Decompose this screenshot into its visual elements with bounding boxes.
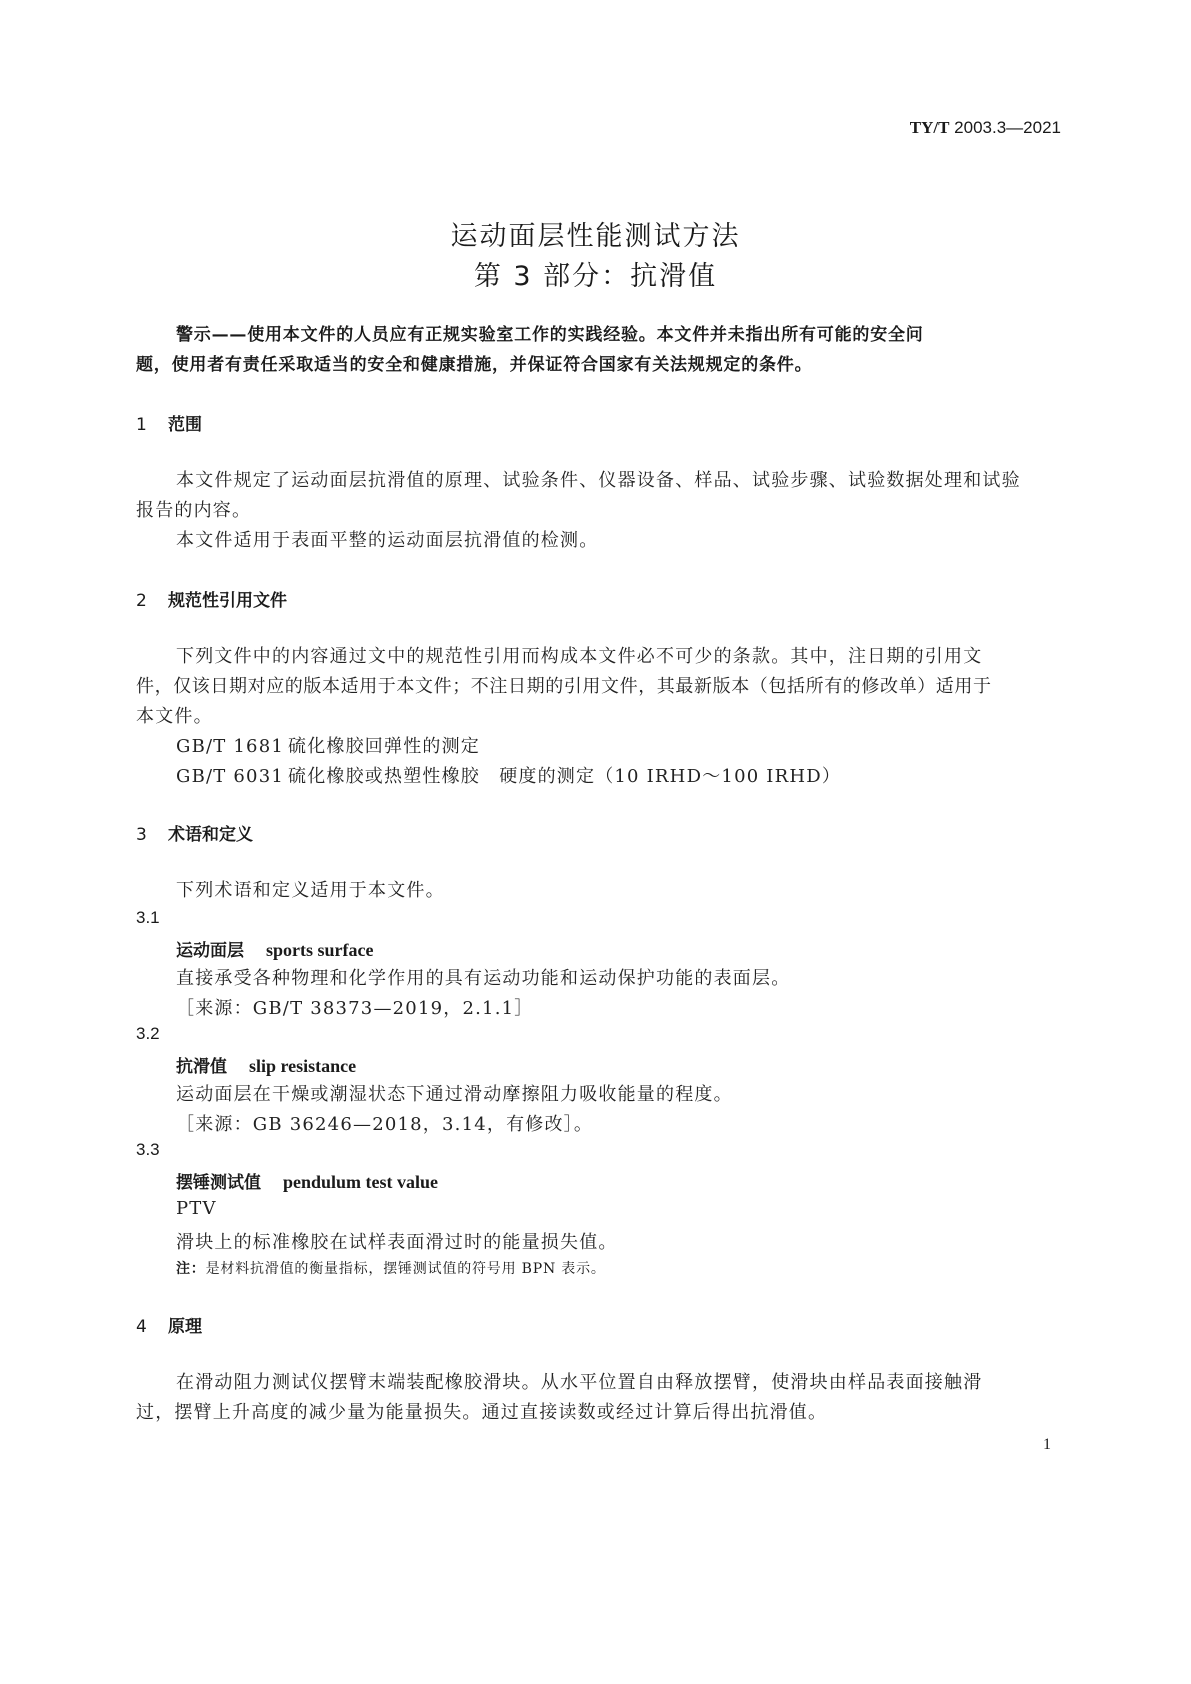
section-3-intro: 下列术语和定义适用于本文件。 <box>176 880 445 901</box>
term-en: slip resistance <box>249 1056 357 1076</box>
term-note <box>176 1258 606 1278</box>
term-source: ［来源：GB 36246—2018，3.14，有修改］。 <box>176 1114 594 1135</box>
section-4-paragraph-line-2: 过，摆臂上升高度的减少量为能量损失。通过直接读数或经过计算后得出抗滑值。 <box>136 1402 828 1423</box>
term-number: 3.1 <box>136 908 160 927</box>
section-3-title: 术语和定义 <box>168 825 253 845</box>
term-zh: 运动面层 <box>176 941 244 961</box>
section-1-title: 范围 <box>168 415 202 435</box>
section-2-paragraph-line-2: 件，仅该日期对应的版本适用于本文件；不注日期的引用文件，其最新版本（包括所有的修改单）适用于 <box>136 676 992 697</box>
section-1-paragraph-1-line-1: 本文件规定了运动面层抗滑值的原理、试验条件、仪器设备、样品、试验步骤、试验数据处理和试验 <box>176 470 1021 491</box>
reference-item <box>176 732 480 758</box>
term-definition: 直接承受各种物理和化学作用的具有运动功能和运动保护功能的表面层。 <box>176 968 791 989</box>
section-4-number: 4 <box>136 1317 147 1337</box>
section-4-title: 原理 <box>168 1317 202 1337</box>
section-1-paragraph-1-line-2: 报告的内容。 <box>136 500 252 521</box>
reference-title: 硫化橡胶回弹性的测定 <box>288 736 480 757</box>
term-heading <box>176 936 373 961</box>
page-number: 1 <box>1043 1436 1051 1453</box>
section-2-number: 2 <box>136 591 147 611</box>
reference-code: GB/T 1681 <box>176 736 285 757</box>
reference-item <box>176 762 841 788</box>
section-2-title: 规范性引用文件 <box>168 591 287 611</box>
document-title: 运动面层性能测试方法 <box>450 221 741 252</box>
note-text: 是材料抗滑值的衡量指标，摆锤测试值的符号用 BPN 表示。 <box>205 1261 606 1277</box>
term-zh: 抗滑值 <box>176 1057 227 1077</box>
section-3-number: 3 <box>136 825 147 845</box>
document-subtitle: 第 3 部分：抗滑值 <box>473 261 718 292</box>
section-1-paragraph-2: 本文件适用于表面平整的运动面层抗滑值的检测。 <box>176 530 599 551</box>
reference-code: GB/T 6031 <box>176 766 285 787</box>
section-1-heading <box>136 410 202 435</box>
section-2-paragraph-line-3: 本文件。 <box>136 706 213 727</box>
standard-code-number: 2003.3—2021 <box>954 118 1061 137</box>
term-number: 3.2 <box>136 1024 160 1043</box>
term-en: sports surface <box>266 940 374 960</box>
standard-code-prefix: TY/T <box>909 118 950 137</box>
warning-line-1: 警示——使用本文件的人员应有正规实验室工作的实践经验。本文件并未指出所有可能的安全问 <box>176 325 924 345</box>
standard-code <box>910 118 1061 138</box>
term-number: 3.3 <box>136 1140 160 1159</box>
term-heading <box>176 1168 438 1193</box>
section-3-heading <box>136 820 253 845</box>
term-heading <box>176 1052 356 1077</box>
reference-title: 硫化橡胶或热塑性橡胶 硬度的测定（10 IRHD～100 IRHD） <box>288 766 842 787</box>
note-label: 注： <box>176 1261 206 1277</box>
section-2-paragraph-line-1: 下列文件中的内容通过文中的规范性引用而构成本文件必不可少的条款。其中，注日期的引用文 <box>176 646 983 667</box>
term-definition: 运动面层在干燥或潮湿状态下通过滑动摩擦阻力吸收能量的程度。 <box>176 1084 733 1105</box>
term-abbreviation: PTV <box>176 1198 217 1219</box>
section-2-heading <box>136 586 287 611</box>
term-en: pendulum test value <box>283 1172 439 1192</box>
term-definition: 滑块上的标准橡胶在试样表面滑过时的能量损失值。 <box>176 1232 618 1253</box>
term-zh: 摆锤测试值 <box>176 1173 261 1193</box>
section-4-heading <box>136 1312 202 1337</box>
section-4-paragraph-line-1: 在滑动阻力测试仪摆臂末端装配橡胶滑块。从水平位置自由释放摆臂，使滑块由样品表面接触滑 <box>176 1372 983 1393</box>
term-source: ［来源：GB/T 38373—2019，2.1.1］ <box>176 998 534 1019</box>
warning-line-2: 题，使用者有责任采取适当的安全和健康措施，并保证符合国家有关法规规定的条件。 <box>136 355 813 375</box>
section-1-number: 1 <box>136 415 147 435</box>
